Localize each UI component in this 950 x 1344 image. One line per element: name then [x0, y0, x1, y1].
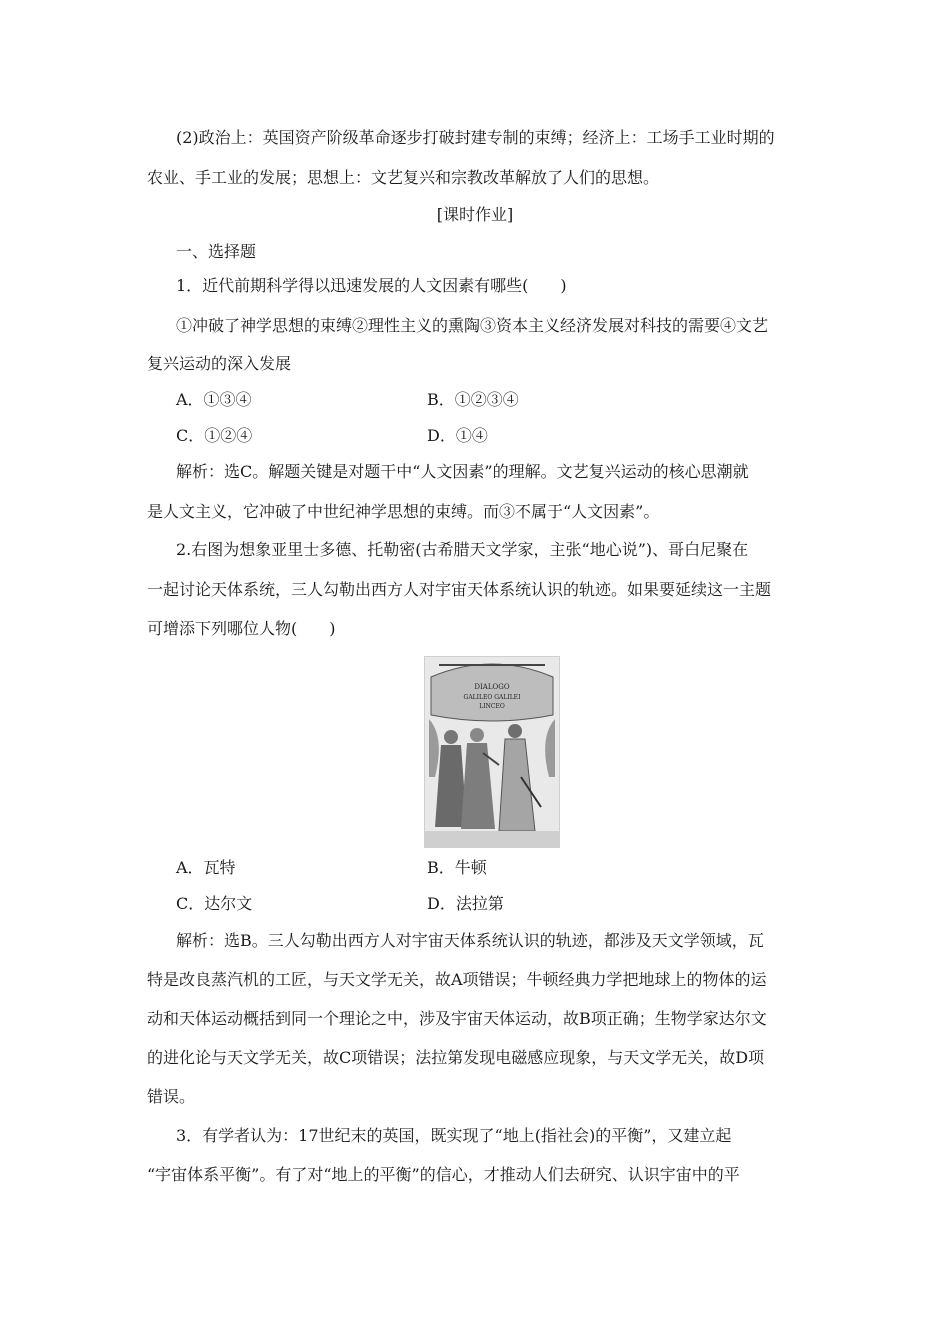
q3-stem-line-1: 3．有学者认为：17世纪末的英国，既实现了“地上(指社会)的平衡”，又建立起: [176, 1126, 732, 1145]
q2-analysis-line-3: 动和天体运动概括到同一个理论之中，涉及宇宙天体运动，故B项正确；生物学家达尔文: [147, 1009, 767, 1028]
q1-option-b: B．①②③④: [427, 390, 519, 409]
q1-option-d: D．①④: [427, 426, 488, 445]
q3-stem-line-2: “宇宙体系平衡”。有了对“地上的平衡”的信心，才推动人们去研究、认识宇宙中的平: [147, 1165, 740, 1184]
q1-stem: 1．近代前期科学得以迅速发展的人文因素有哪些( ): [176, 276, 567, 295]
q2-option-d: D．法拉第: [427, 894, 504, 913]
banner-line-3: LINCEO: [479, 703, 505, 710]
q2-option-a: A．瓦特: [176, 858, 236, 877]
q2-analysis-line-4: 的进化论与天文学无关，故C项错误；法拉第发现电磁感应现象，与天文学无关，故D项: [147, 1048, 765, 1067]
q1-items-line-1: ①冲破了神学思想的束缚②理性主义的熏陶③资本主义经济发展对科技的需要④文艺: [176, 316, 769, 335]
q1-items-line-2: 复兴运动的深入发展: [147, 354, 292, 373]
part-heading: 一、选择题: [176, 242, 257, 261]
q2-analysis-line-2: 特是改良蒸汽机的工匠，与天文学无关，故A项错误；牛顿经典力学把地球上的物体的运: [147, 970, 767, 989]
engraving-illustration: [424, 656, 560, 848]
q1-analysis-line-2: 是人文主义，它冲破了中世纪神学思想的束缚。而③不属于“人文因素”。: [147, 502, 660, 521]
banner-line-2: GALILEO GALILEI: [463, 694, 521, 701]
intro-line-1: (2)政治上：英国资产阶级革命逐步打破封建专制的束缚；经济上：工场手工业时期的: [176, 128, 775, 147]
q2-stem-line-1: 2.右图为想象亚里士多德、托勒密(古希腊天文学家，主张“地心说”)、哥白尼聚在: [176, 540, 749, 559]
q2-analysis-line-1: 解析：选B。三人勾勒出西方人对宇宙天体系统认识的轨迹，都涉及天文学领域，瓦: [176, 931, 764, 950]
intro-line-2: 农业、手工业的发展；思想上：文艺复兴和宗教改革解放了人们的思想。: [147, 168, 660, 187]
q1-option-a: A．①③④: [176, 390, 252, 409]
q2-option-c: C．达尔文: [176, 894, 253, 913]
section-title: [课时作业]: [436, 205, 514, 224]
q2-analysis-line-5: 错误。: [147, 1087, 196, 1106]
banner-line-1: DIALOGO: [474, 683, 510, 691]
q2-stem-line-3: 可增添下列哪位人物( ): [147, 619, 336, 638]
q1-option-c: C．①②④: [176, 426, 253, 445]
q2-stem-line-2: 一起讨论天体系统，三人勾勒出西方人对宇宙天体系统认识的轨迹。如果要延续这一主题: [147, 580, 772, 599]
q1-analysis-line-1: 解析：选C。解题关键是对题干中“人文因素”的理解。文艺复兴运动的核心思潮就: [176, 462, 749, 481]
q2-option-b: B．牛顿: [427, 858, 487, 877]
